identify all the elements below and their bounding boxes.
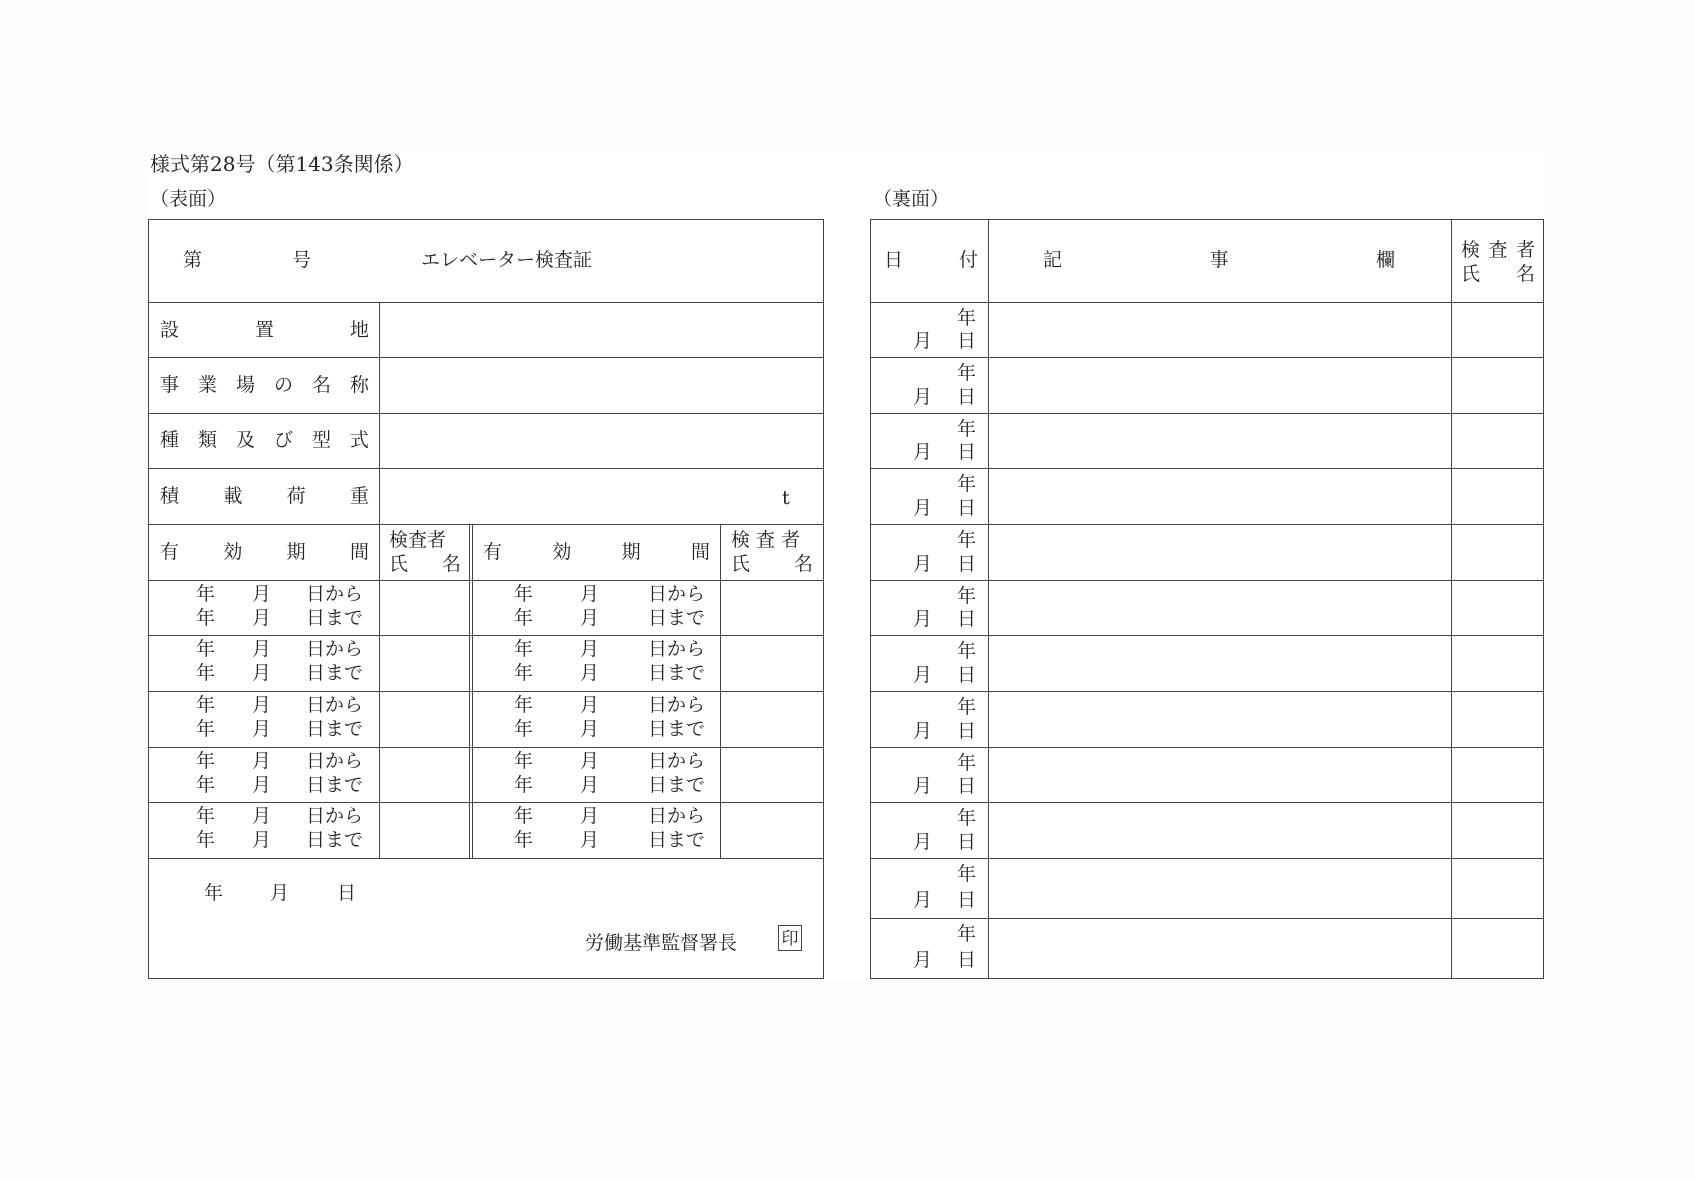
label-text: 検査者 [389, 529, 447, 551]
to-day: 日まで [648, 718, 706, 740]
record-month: 月 [913, 608, 933, 630]
label-workplace-name [160, 376, 369, 395]
divider [870, 524, 1544, 525]
label-char: 名 [1515, 263, 1535, 285]
to-year: 年 [514, 718, 534, 740]
rated-load-field[interactable] [381, 470, 781, 522]
inspector-name-cell[interactable] [722, 637, 821, 688]
record-notes-cell[interactable] [990, 804, 1449, 856]
to-month: 月 [252, 718, 272, 740]
record-inspector-cell[interactable] [1453, 582, 1541, 633]
to-day: 日まで [306, 774, 364, 796]
inspector-name-header-2 [731, 528, 813, 576]
label-char: 検 [1461, 239, 1481, 261]
record-day: 日 [957, 831, 977, 853]
record-inspector-cell[interactable] [1453, 920, 1541, 976]
label-char: 者 [1515, 239, 1535, 261]
inspector-header-line1 [389, 528, 461, 552]
to-day: 日まで [648, 662, 706, 684]
label-char: 荷 [286, 485, 306, 507]
inspector-name-cell[interactable] [381, 693, 469, 744]
divider [148, 691, 824, 692]
to-year: 年 [514, 662, 534, 684]
divider [870, 413, 1544, 414]
number-prefix: 第 [183, 249, 203, 271]
label-char: 氏 [731, 553, 751, 575]
divider [988, 219, 989, 979]
divider [870, 357, 1544, 358]
label-char: 効 [552, 541, 572, 563]
inspector-name-cell[interactable] [722, 582, 821, 633]
divider [870, 858, 1544, 859]
record-month: 月 [913, 330, 933, 352]
label-char: 及 [235, 429, 255, 451]
from-year: 年 [514, 583, 534, 605]
record-inspector-cell[interactable] [1453, 415, 1541, 466]
label-char: 間 [349, 541, 369, 563]
from-year: 年 [196, 638, 216, 660]
label-text: 検査者 [731, 529, 807, 551]
type-and-model-field[interactable] [381, 415, 821, 467]
inspector-name-header [389, 528, 461, 576]
record-year: 年 [957, 362, 977, 384]
label-char: 型 [311, 429, 331, 451]
label-char: 間 [690, 541, 710, 563]
record-day: 日 [957, 664, 977, 686]
label-char: 式 [349, 429, 369, 451]
divider [148, 357, 824, 358]
record-notes-cell[interactable] [990, 693, 1449, 745]
to-month: 月 [580, 774, 600, 796]
record-inspector-cell[interactable] [1453, 359, 1541, 411]
validity-period-header-2 [483, 543, 710, 562]
from-year: 年 [514, 694, 534, 716]
divider [870, 580, 1544, 581]
label-char: 有 [483, 541, 503, 563]
label-installation-site [160, 321, 369, 340]
record-year: 年 [957, 696, 977, 718]
label-char: 名 [311, 374, 331, 396]
to-day: 日まで [648, 829, 706, 851]
record-notes-cell[interactable] [990, 415, 1449, 466]
record-year: 年 [957, 807, 977, 829]
record-day: 日 [957, 441, 977, 463]
from-month: 月 [580, 583, 600, 605]
record-year: 年 [957, 923, 977, 945]
label-type-and-model [160, 431, 369, 450]
label-char: 欄 [1375, 249, 1395, 271]
workplace-name-field[interactable] [381, 359, 821, 411]
from-year: 年 [196, 805, 216, 827]
inspector-name-cell[interactable] [722, 804, 821, 855]
inspector-header-line2 [1461, 262, 1535, 286]
from-day: 日から [306, 750, 364, 772]
inspector-name-cell[interactable] [381, 637, 469, 688]
from-month: 月 [252, 694, 272, 716]
issue-day: 日 [337, 882, 357, 904]
label-char: 事 [160, 374, 180, 396]
label-char: 期 [621, 541, 641, 563]
record-notes-cell[interactable] [990, 582, 1449, 633]
record-year: 年 [957, 473, 977, 495]
from-month: 月 [580, 694, 600, 716]
record-year: 年 [957, 418, 977, 440]
divider [870, 802, 1544, 803]
from-day: 日から [648, 694, 706, 716]
label-char: 業 [197, 374, 217, 396]
divider [148, 635, 824, 636]
to-month: 月 [580, 662, 600, 684]
record-inspector-cell[interactable] [1453, 470, 1541, 522]
record-year: 年 [957, 863, 977, 885]
label-char: 載 [223, 485, 243, 507]
record-inspector-cell[interactable] [1453, 749, 1541, 800]
to-year: 年 [196, 662, 216, 684]
record-notes-cell[interactable] [990, 920, 1449, 976]
to-month: 月 [252, 607, 272, 629]
record-month: 月 [913, 553, 933, 575]
to-month: 月 [252, 662, 272, 684]
record-notes-cell[interactable] [990, 860, 1449, 916]
from-day: 日から [306, 638, 364, 660]
seal-icon: 印 [778, 925, 802, 951]
divider [148, 580, 824, 581]
inspector-column-header [1461, 238, 1535, 286]
record-inspector-cell[interactable] [1453, 804, 1541, 856]
from-day: 日から [648, 638, 706, 660]
from-day: 日から [306, 805, 364, 827]
label-char: 日 [884, 249, 904, 271]
number-suffix: 号 [292, 249, 312, 271]
label-char: 有 [160, 541, 180, 563]
label-char: 氏 [1461, 263, 1481, 285]
record-inspector-cell[interactable] [1453, 637, 1541, 689]
label-char: 重 [349, 485, 369, 507]
from-month: 月 [580, 638, 600, 660]
label-char: び [273, 429, 293, 451]
divider [148, 524, 824, 525]
label-char: 置 [254, 319, 274, 341]
from-month: 月 [252, 750, 272, 772]
from-day: 日から [648, 583, 706, 605]
inspector-name-cell[interactable] [722, 693, 821, 744]
label-char: 期 [286, 541, 306, 563]
label-char: 付 [958, 249, 978, 271]
to-year: 年 [196, 718, 216, 740]
inspector-header-line1 [731, 528, 813, 552]
record-year: 年 [957, 640, 977, 662]
form-number: 様式第28号（第143条関係） [150, 152, 414, 176]
inspector-header-line2 [731, 552, 813, 576]
divider [148, 747, 824, 748]
divider [148, 413, 824, 414]
record-month: 月 [913, 441, 933, 463]
label-char: 氏 [389, 553, 409, 575]
record-inspector-cell[interactable] [1453, 304, 1541, 355]
from-month: 月 [580, 750, 600, 772]
inspector-name-cell[interactable] [381, 582, 469, 633]
divider [870, 468, 1544, 469]
back-side-label: （裏面） [873, 188, 950, 210]
to-day: 日まで [306, 607, 364, 629]
to-day: 日まで [648, 774, 706, 796]
from-day: 日から [306, 694, 364, 716]
label-rated-load [160, 487, 369, 506]
label-char: 種 [160, 429, 180, 451]
divider [148, 302, 824, 303]
to-day: 日まで [306, 662, 364, 684]
inspector-name-cell[interactable] [381, 749, 469, 800]
to-month: 月 [252, 774, 272, 796]
to-month: 月 [580, 607, 600, 629]
record-day: 日 [957, 949, 977, 971]
record-inspector-cell[interactable] [1453, 693, 1541, 745]
to-year: 年 [514, 829, 534, 851]
divider [870, 691, 1544, 692]
record-day: 日 [957, 608, 977, 630]
to-month: 月 [580, 718, 600, 740]
certificate-title: エレベーター検査証 [421, 249, 593, 271]
record-month: 月 [913, 831, 933, 853]
divider [148, 468, 824, 469]
record-notes-cell[interactable] [990, 749, 1449, 800]
front-side-label: （表面） [150, 188, 227, 210]
to-month: 月 [252, 829, 272, 851]
inspector-header-line2 [389, 552, 461, 576]
record-notes-cell[interactable] [990, 304, 1449, 355]
label-char: 記 [1043, 249, 1063, 271]
divider [148, 802, 824, 803]
record-notes-cell[interactable] [990, 637, 1449, 689]
label-char: 類 [197, 429, 217, 451]
record-day: 日 [957, 775, 977, 797]
label-char: 称 [349, 374, 369, 396]
divider [148, 858, 824, 859]
issue-year: 年 [204, 882, 224, 904]
from-month: 月 [252, 805, 272, 827]
from-day: 日から [648, 750, 706, 772]
divider [870, 302, 1544, 303]
from-year: 年 [514, 638, 534, 660]
record-month: 月 [913, 497, 933, 519]
label-char: の [273, 374, 293, 396]
to-month: 月 [580, 829, 600, 851]
from-day: 日から [306, 583, 364, 605]
from-year: 年 [514, 750, 534, 772]
record-day: 日 [957, 720, 977, 742]
issuer-title: 労働基準監督署長 [585, 932, 738, 954]
record-notes-cell[interactable] [990, 359, 1449, 411]
record-month: 月 [913, 775, 933, 797]
record-month: 月 [913, 889, 933, 911]
record-notes-cell[interactable] [990, 470, 1449, 522]
from-year: 年 [196, 750, 216, 772]
label-char: 場 [235, 374, 255, 396]
to-day: 日まで [648, 607, 706, 629]
record-year: 年 [957, 529, 977, 551]
record-day: 日 [957, 553, 977, 575]
rated-load-unit: t [782, 487, 790, 509]
divider [870, 635, 1544, 636]
from-year: 年 [196, 694, 216, 716]
record-day: 日 [957, 889, 977, 911]
record-day: 日 [957, 497, 977, 519]
date-column-header [884, 251, 978, 270]
divider [1451, 219, 1452, 979]
divider [870, 747, 1544, 748]
record-day: 日 [957, 386, 977, 408]
record-month: 月 [913, 720, 933, 742]
inspector-header-line1 [1461, 238, 1535, 262]
to-year: 年 [196, 774, 216, 796]
divider [870, 918, 1544, 919]
from-day: 日から [648, 805, 706, 827]
from-month: 月 [252, 583, 272, 605]
record-inspector-cell[interactable] [1453, 860, 1541, 916]
to-year: 年 [196, 829, 216, 851]
from-year: 年 [196, 583, 216, 605]
notes-column-header [1043, 251, 1395, 270]
to-year: 年 [514, 774, 534, 796]
record-month: 月 [913, 664, 933, 686]
record-year: 年 [957, 307, 977, 329]
from-year: 年 [514, 805, 534, 827]
validity-period-header [160, 543, 369, 562]
to-year: 年 [514, 607, 534, 629]
to-day: 日まで [306, 718, 364, 740]
record-year: 年 [957, 585, 977, 607]
from-month: 月 [580, 805, 600, 827]
record-month: 月 [913, 386, 933, 408]
to-year: 年 [196, 607, 216, 629]
label-char: 積 [160, 485, 180, 507]
inspector-name-cell[interactable] [381, 804, 469, 855]
inspector-name-cell[interactable] [722, 749, 821, 800]
from-month: 月 [252, 638, 272, 660]
label-char: 名 [793, 553, 813, 575]
record-notes-cell[interactable] [990, 526, 1449, 578]
label-char: 事 [1209, 249, 1229, 271]
record-month: 月 [913, 949, 933, 971]
installation-site-field[interactable] [381, 304, 821, 356]
label-char: 名 [441, 553, 461, 575]
to-day: 日まで [306, 829, 364, 851]
label-char: 効 [223, 541, 243, 563]
label-char: 査 [1488, 239, 1508, 261]
label-char: 設 [160, 319, 180, 341]
record-day: 日 [957, 330, 977, 352]
label-char: 地 [349, 319, 369, 341]
record-year: 年 [957, 752, 977, 774]
issue-month: 月 [270, 882, 290, 904]
record-inspector-cell[interactable] [1453, 526, 1541, 578]
